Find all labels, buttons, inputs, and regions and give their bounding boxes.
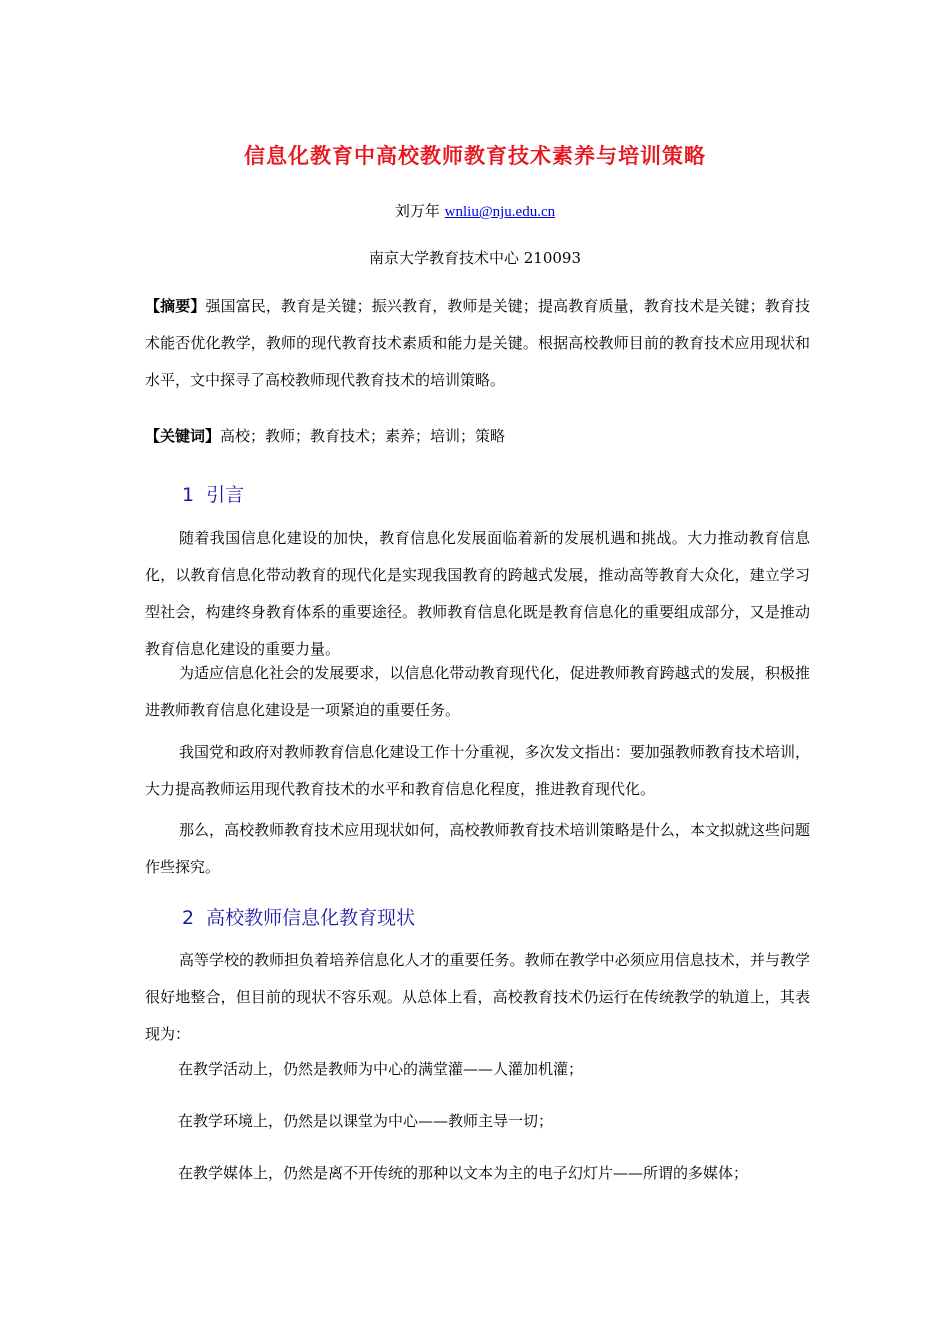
paragraph: 那么，高校教师教育技术应用现状如何，高校教师教育技术培训策略是什么，本文拟就这些问题作些探究。 [145, 821, 810, 876]
section-number: 1 [182, 484, 195, 506]
abstract [145, 288, 810, 399]
keywords-label: 【关键词】 [145, 427, 221, 445]
list-line: 在教学活动上，仍然是教师为中心的满堂灌——人灌加机灌； [178, 1060, 584, 1078]
affiliation: 南京大学教育技术中心 210093 [368, 249, 582, 267]
abstract-label: 【摘要】 [145, 297, 206, 315]
paragraph: 高等学校的教师担负着培养信息化人才的重要任务。教师在教学中必须应用信息技术，并与教学很好地整合，但目前的现状不容乐观。从总体上看，高校教育技术仍运行在传统教学的轨道上，其表现为： [145, 951, 810, 1043]
section-number: 2 [182, 907, 195, 929]
keywords [145, 418, 810, 455]
author-name: 刘万年 [394, 202, 440, 220]
section-title: 高校教师信息化教育现状 [206, 907, 416, 929]
list-line: 在教学媒体上，仍然是离不开传统的那种以文本为主的电子幻灯片——所谓的多媒体； [178, 1164, 749, 1182]
section-heading-2 [182, 903, 415, 930]
section-title: 引言 [206, 484, 245, 506]
list-line: 在教学环境上，仍然是以课堂为中心——教师主导一切； [178, 1112, 554, 1130]
section-heading-1 [182, 480, 244, 507]
abstract-text: 强国富民，教育是关键；振兴教育，教师是关键；提高教育质量，教育技术是关键；教育技术能否优化教学，教师的现代教育技术素质和能力是关键。根据高校教师目前的教育技术应用现状和水平，文中探寻了高校教师现代教育技术的培训策略。 [145, 297, 810, 389]
author-line [0, 200, 950, 221]
author-email-link[interactable]: wnliu@nju.edu.cn [444, 204, 556, 220]
document-title: 信息化教育中高校教师教育技术素养与培训策略 [244, 144, 706, 168]
paragraph: 为适应信息化社会的发展要求，以信息化带动教育现代化，促进教师教育跨越式的发展，积极推进教师教育信息化建设是一项紧迫的重要任务。 [145, 664, 810, 719]
paragraph: 随着我国信息化建设的加快，教育信息化发展面临着新的发展机遇和挑战。大力推动教育信息化，以教育信息化带动教育的现代化是实现我国教育的跨越式发展，推动高等教育大众化，建立学习型社会，构建终身教育体系的重要途径。教师教育信息化既是教育信息化的重要组成部分，又是推动教育信息化建设的重要力量。 [145, 529, 810, 658]
paragraph: 我国党和政府对教师教育信息化建设工作十分重视，多次发文指出：要加强教师教育技术培训，大力提高教师运用现代教育技术的水平和教育信息化程度，推进教育现代化。 [145, 743, 810, 798]
keywords-text: 高校；教师；教育技术；素养；培训；策略 [220, 427, 506, 445]
